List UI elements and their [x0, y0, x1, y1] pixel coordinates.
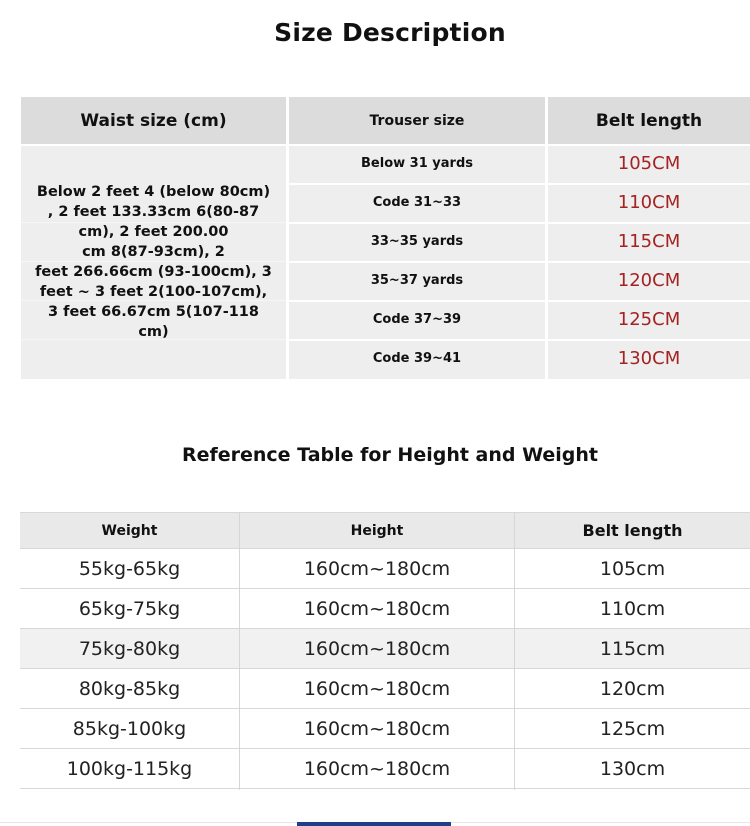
table-row [20, 669, 750, 709]
waist-line: cm), 2 feet 200.00 [78, 224, 229, 240]
table-row [20, 589, 750, 629]
belt-length-cell: 120cm [599, 677, 666, 700]
weight-cell: 100kg-115kg [66, 757, 193, 780]
waist-line: 3 feet 66.67cm 5(107-118 [48, 304, 259, 320]
belt-length-cell: 125CM [617, 309, 681, 330]
height-cell: 160cm~180cm [303, 557, 451, 580]
belt-length-cell: 130cm [599, 757, 666, 780]
height-cell: 160cm~180cm [303, 637, 451, 660]
table-row [20, 709, 750, 749]
header-belt-length: Belt length [582, 521, 683, 540]
waist-line: cm 8(87-93cm), 2 [82, 244, 225, 260]
header-height: Height [350, 522, 404, 539]
weight-cell: 85kg-100kg [72, 717, 187, 740]
reference-table [20, 512, 750, 790]
belt-length-cell: 105cm [599, 557, 666, 580]
table-row [20, 549, 750, 589]
column-divider [239, 512, 240, 790]
height-cell: 160cm~180cm [303, 597, 451, 620]
belt-length-cell: 105CM [617, 153, 681, 174]
waist-line: feet 266.66cm (93-100cm), 3 [35, 264, 272, 280]
header-waist-size: Waist size (cm) [80, 110, 227, 131]
belt-length-cell: 125cm [599, 717, 666, 740]
belt-length-cell: 115CM [617, 231, 681, 252]
header-belt-length: Belt length [595, 110, 703, 131]
height-cell: 160cm~180cm [303, 717, 451, 740]
weight-cell: 80kg-85kg [78, 677, 181, 700]
reference-table-header [20, 512, 750, 549]
size-description-title: Size Description [274, 18, 506, 47]
reference-table-title: Reference Table for Height and Weight [181, 444, 599, 466]
belt-length-cell: 120CM [617, 270, 681, 291]
waist-size-description [21, 182, 286, 342]
trouser-size-cell: Code 31~33 [372, 195, 462, 210]
column-divider [514, 512, 515, 790]
table-row [20, 749, 750, 789]
belt-length-cell: 115cm [599, 637, 666, 660]
height-cell: 160cm~180cm [303, 677, 451, 700]
header-trouser-size: Trouser size [369, 112, 465, 129]
belt-length-cell: 110cm [599, 597, 666, 620]
belt-length-cell: 110CM [617, 192, 681, 213]
trouser-size-cell: 35~37 yards [370, 273, 464, 288]
waist-line: , 2 feet 133.33cm 6(80-87 [47, 204, 260, 220]
waist-line: cm) [138, 324, 169, 340]
accent-bar [297, 822, 451, 826]
trouser-size-cell: Code 37~39 [372, 312, 462, 327]
trouser-size-cell: Code 39~41 [372, 351, 462, 366]
waist-line: feet ~ 3 feet 2(100-107cm), [39, 284, 268, 300]
belt-length-cell: 130CM [617, 348, 681, 369]
weight-cell: 65kg-75kg [78, 597, 181, 620]
size-description-table [21, 97, 750, 379]
waist-line: Below 2 feet 4 (below 80cm) [36, 184, 271, 200]
weight-cell: 55kg-65kg [78, 557, 181, 580]
trouser-size-cell: Below 31 yards [361, 156, 473, 171]
trouser-size-cell: 33~35 yards [370, 234, 464, 249]
table-row [20, 629, 750, 669]
height-cell: 160cm~180cm [303, 757, 451, 780]
header-weight: Weight [101, 522, 158, 539]
weight-cell: 75kg-80kg [78, 637, 181, 660]
